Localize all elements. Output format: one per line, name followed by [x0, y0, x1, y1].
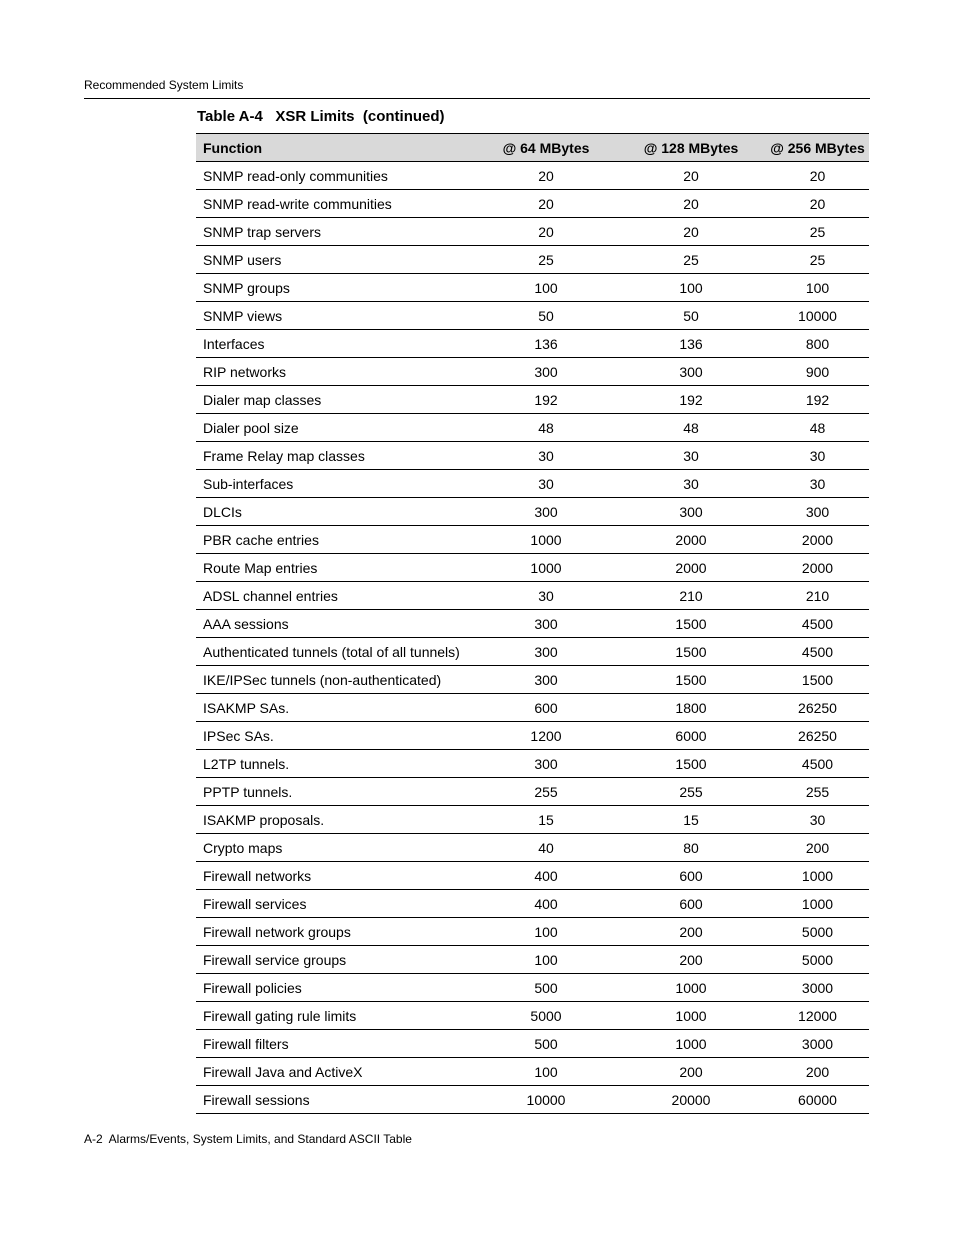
- value-128mb-cell: 255: [626, 778, 756, 806]
- function-cell: ADSL channel entries: [196, 582, 486, 610]
- value-64mb-cell: 30: [486, 582, 626, 610]
- table-row: [196, 946, 869, 974]
- table-row: [196, 722, 869, 750]
- value-128mb-cell: 20: [626, 162, 756, 190]
- value-256mb-cell: 26250: [756, 694, 869, 722]
- value-64mb-cell: 600: [486, 694, 626, 722]
- function-cell: PBR cache entries: [196, 526, 486, 554]
- value-64mb-cell: 50: [486, 302, 626, 330]
- table-row: [196, 862, 869, 890]
- value-256mb-cell: 2000: [756, 554, 869, 582]
- function-cell: SNMP groups: [196, 274, 486, 302]
- table-row: [196, 806, 869, 834]
- function-cell: Firewall gating rule limits: [196, 1002, 486, 1030]
- value-128mb-cell: 20000: [626, 1086, 756, 1114]
- value-256mb-cell: 255: [756, 778, 869, 806]
- table-row: [196, 162, 869, 190]
- table-row: [196, 498, 869, 526]
- function-cell: SNMP views: [196, 302, 486, 330]
- value-128mb-cell: 300: [626, 358, 756, 386]
- function-cell: ISAKMP proposals.: [196, 806, 486, 834]
- value-256mb-cell: 4500: [756, 750, 869, 778]
- function-cell: IKE/IPSec tunnels (non-authenticated): [196, 666, 486, 694]
- table-row: [196, 414, 869, 442]
- value-256mb-cell: 200: [756, 834, 869, 862]
- value-128mb-cell: 30: [626, 470, 756, 498]
- function-cell: ISAKMP SAs.: [196, 694, 486, 722]
- value-256mb-cell: 3000: [756, 974, 869, 1002]
- table-row: [196, 890, 869, 918]
- function-cell: Interfaces: [196, 330, 486, 358]
- value-64mb-cell: 300: [486, 498, 626, 526]
- value-64mb-cell: 136: [486, 330, 626, 358]
- function-cell: Frame Relay map classes: [196, 442, 486, 470]
- value-64mb-cell: 300: [486, 666, 626, 694]
- value-64mb-cell: 48: [486, 414, 626, 442]
- value-256mb-cell: 100: [756, 274, 869, 302]
- value-256mb-cell: 60000: [756, 1086, 869, 1114]
- value-64mb-cell: 192: [486, 386, 626, 414]
- value-64mb-cell: 5000: [486, 1002, 626, 1030]
- value-64mb-cell: 500: [486, 1030, 626, 1058]
- function-cell: Firewall network groups: [196, 918, 486, 946]
- xsr-limits-table: [196, 133, 869, 1114]
- function-cell: SNMP users: [196, 246, 486, 274]
- value-256mb-cell: 48: [756, 414, 869, 442]
- function-cell: L2TP tunnels.: [196, 750, 486, 778]
- running-header: Recommended System Limits: [84, 78, 244, 92]
- value-64mb-cell: 300: [486, 638, 626, 666]
- value-256mb-cell: 26250: [756, 722, 869, 750]
- table-row: [196, 274, 869, 302]
- column-header-256mb: @ 256 MBytes: [756, 134, 869, 162]
- function-cell: SNMP read-only communities: [196, 162, 486, 190]
- value-256mb-cell: 192: [756, 386, 869, 414]
- function-cell: Firewall services: [196, 890, 486, 918]
- value-128mb-cell: 1500: [626, 638, 756, 666]
- table-row: [196, 834, 869, 862]
- value-64mb-cell: 100: [486, 1058, 626, 1086]
- function-cell: SNMP trap servers: [196, 218, 486, 246]
- function-cell: Firewall policies: [196, 974, 486, 1002]
- value-256mb-cell: 4500: [756, 610, 869, 638]
- value-256mb-cell: 200: [756, 1058, 869, 1086]
- value-64mb-cell: 300: [486, 610, 626, 638]
- table-row: [196, 610, 869, 638]
- value-64mb-cell: 30: [486, 470, 626, 498]
- value-256mb-cell: 210: [756, 582, 869, 610]
- table-row: [196, 554, 869, 582]
- header-rule: [84, 98, 870, 99]
- value-128mb-cell: 1000: [626, 1030, 756, 1058]
- table-row: [196, 526, 869, 554]
- value-64mb-cell: 400: [486, 890, 626, 918]
- value-64mb-cell: 40: [486, 834, 626, 862]
- value-128mb-cell: 200: [626, 1058, 756, 1086]
- table-row: [196, 1030, 869, 1058]
- value-128mb-cell: 48: [626, 414, 756, 442]
- value-256mb-cell: 10000: [756, 302, 869, 330]
- table-row: [196, 218, 869, 246]
- table-row: [196, 694, 869, 722]
- function-cell: PPTP tunnels.: [196, 778, 486, 806]
- value-256mb-cell: 1500: [756, 666, 869, 694]
- value-64mb-cell: 1200: [486, 722, 626, 750]
- value-128mb-cell: 2000: [626, 554, 756, 582]
- value-128mb-cell: 25: [626, 246, 756, 274]
- value-64mb-cell: 20: [486, 190, 626, 218]
- table-row: [196, 778, 869, 806]
- function-cell: Firewall sessions: [196, 1086, 486, 1114]
- value-256mb-cell: 300: [756, 498, 869, 526]
- value-128mb-cell: 210: [626, 582, 756, 610]
- column-header-128mb: @ 128 MBytes: [626, 134, 756, 162]
- table-row: [196, 1086, 869, 1114]
- function-cell: Dialer pool size: [196, 414, 486, 442]
- value-256mb-cell: 25: [756, 246, 869, 274]
- value-256mb-cell: 30: [756, 806, 869, 834]
- function-cell: Authenticated tunnels (total of all tunnels): [196, 638, 486, 666]
- table-caption: Table A-4 XSR Limits (continued): [197, 108, 445, 125]
- function-cell: Route Map entries: [196, 554, 486, 582]
- value-128mb-cell: 600: [626, 890, 756, 918]
- value-128mb-cell: 50: [626, 302, 756, 330]
- function-cell: IPSec SAs.: [196, 722, 486, 750]
- value-128mb-cell: 1500: [626, 666, 756, 694]
- table-row: [196, 302, 869, 330]
- table-body: [196, 162, 869, 1114]
- function-cell: Firewall filters: [196, 1030, 486, 1058]
- value-64mb-cell: 1000: [486, 554, 626, 582]
- value-256mb-cell: 900: [756, 358, 869, 386]
- value-128mb-cell: 1000: [626, 974, 756, 1002]
- value-64mb-cell: 30: [486, 442, 626, 470]
- value-128mb-cell: 1500: [626, 610, 756, 638]
- value-128mb-cell: 2000: [626, 526, 756, 554]
- table-row: [196, 638, 869, 666]
- value-256mb-cell: 1000: [756, 862, 869, 890]
- function-cell: Crypto maps: [196, 834, 486, 862]
- table-row: [196, 974, 869, 1002]
- value-256mb-cell: 3000: [756, 1030, 869, 1058]
- table-row: [196, 386, 869, 414]
- value-128mb-cell: 192: [626, 386, 756, 414]
- value-64mb-cell: 300: [486, 358, 626, 386]
- table-row: [196, 358, 869, 386]
- value-64mb-cell: 255: [486, 778, 626, 806]
- value-64mb-cell: 15: [486, 806, 626, 834]
- value-256mb-cell: 25: [756, 218, 869, 246]
- table-row: [196, 1058, 869, 1086]
- running-footer: A-2 Alarms/Events, System Limits, and Standard ASCII Table: [84, 1132, 412, 1146]
- value-128mb-cell: 200: [626, 946, 756, 974]
- value-128mb-cell: 1500: [626, 750, 756, 778]
- function-cell: Firewall Java and ActiveX: [196, 1058, 486, 1086]
- table-row: [196, 582, 869, 610]
- value-64mb-cell: 100: [486, 918, 626, 946]
- value-64mb-cell: 20: [486, 162, 626, 190]
- table-row: [196, 330, 869, 358]
- value-256mb-cell: 2000: [756, 526, 869, 554]
- value-256mb-cell: 30: [756, 442, 869, 470]
- value-256mb-cell: 5000: [756, 946, 869, 974]
- table-row: [196, 1002, 869, 1030]
- table-row: [196, 190, 869, 218]
- function-cell: DLCIs: [196, 498, 486, 526]
- table-row: [196, 750, 869, 778]
- value-128mb-cell: 30: [626, 442, 756, 470]
- value-64mb-cell: 25: [486, 246, 626, 274]
- function-cell: Dialer map classes: [196, 386, 486, 414]
- value-128mb-cell: 300: [626, 498, 756, 526]
- value-128mb-cell: 1000: [626, 1002, 756, 1030]
- table-row: [196, 470, 869, 498]
- value-256mb-cell: 1000: [756, 890, 869, 918]
- value-64mb-cell: 100: [486, 946, 626, 974]
- table-header: [196, 134, 869, 162]
- column-header-function: Function: [196, 134, 486, 162]
- column-header-64mb: @ 64 MBytes: [486, 134, 626, 162]
- value-256mb-cell: 20: [756, 190, 869, 218]
- function-cell: AAA sessions: [196, 610, 486, 638]
- value-128mb-cell: 80: [626, 834, 756, 862]
- value-64mb-cell: 20: [486, 218, 626, 246]
- value-128mb-cell: 15: [626, 806, 756, 834]
- value-256mb-cell: 30: [756, 470, 869, 498]
- value-128mb-cell: 1800: [626, 694, 756, 722]
- table-header-row: [196, 134, 869, 162]
- table-row: [196, 666, 869, 694]
- value-256mb-cell: 12000: [756, 1002, 869, 1030]
- function-cell: Firewall networks: [196, 862, 486, 890]
- value-64mb-cell: 500: [486, 974, 626, 1002]
- function-cell: Sub-interfaces: [196, 470, 486, 498]
- value-64mb-cell: 1000: [486, 526, 626, 554]
- value-64mb-cell: 10000: [486, 1086, 626, 1114]
- function-cell: SNMP read-write communities: [196, 190, 486, 218]
- value-256mb-cell: 800: [756, 330, 869, 358]
- table-row: [196, 246, 869, 274]
- function-cell: RIP networks: [196, 358, 486, 386]
- value-256mb-cell: 5000: [756, 918, 869, 946]
- value-128mb-cell: 20: [626, 218, 756, 246]
- value-64mb-cell: 300: [486, 750, 626, 778]
- value-128mb-cell: 100: [626, 274, 756, 302]
- function-cell: Firewall service groups: [196, 946, 486, 974]
- value-128mb-cell: 20: [626, 190, 756, 218]
- value-128mb-cell: 136: [626, 330, 756, 358]
- value-64mb-cell: 400: [486, 862, 626, 890]
- value-256mb-cell: 20: [756, 162, 869, 190]
- value-256mb-cell: 4500: [756, 638, 869, 666]
- value-64mb-cell: 100: [486, 274, 626, 302]
- value-128mb-cell: 200: [626, 918, 756, 946]
- value-128mb-cell: 600: [626, 862, 756, 890]
- table-row: [196, 918, 869, 946]
- table-row: [196, 442, 869, 470]
- value-128mb-cell: 6000: [626, 722, 756, 750]
